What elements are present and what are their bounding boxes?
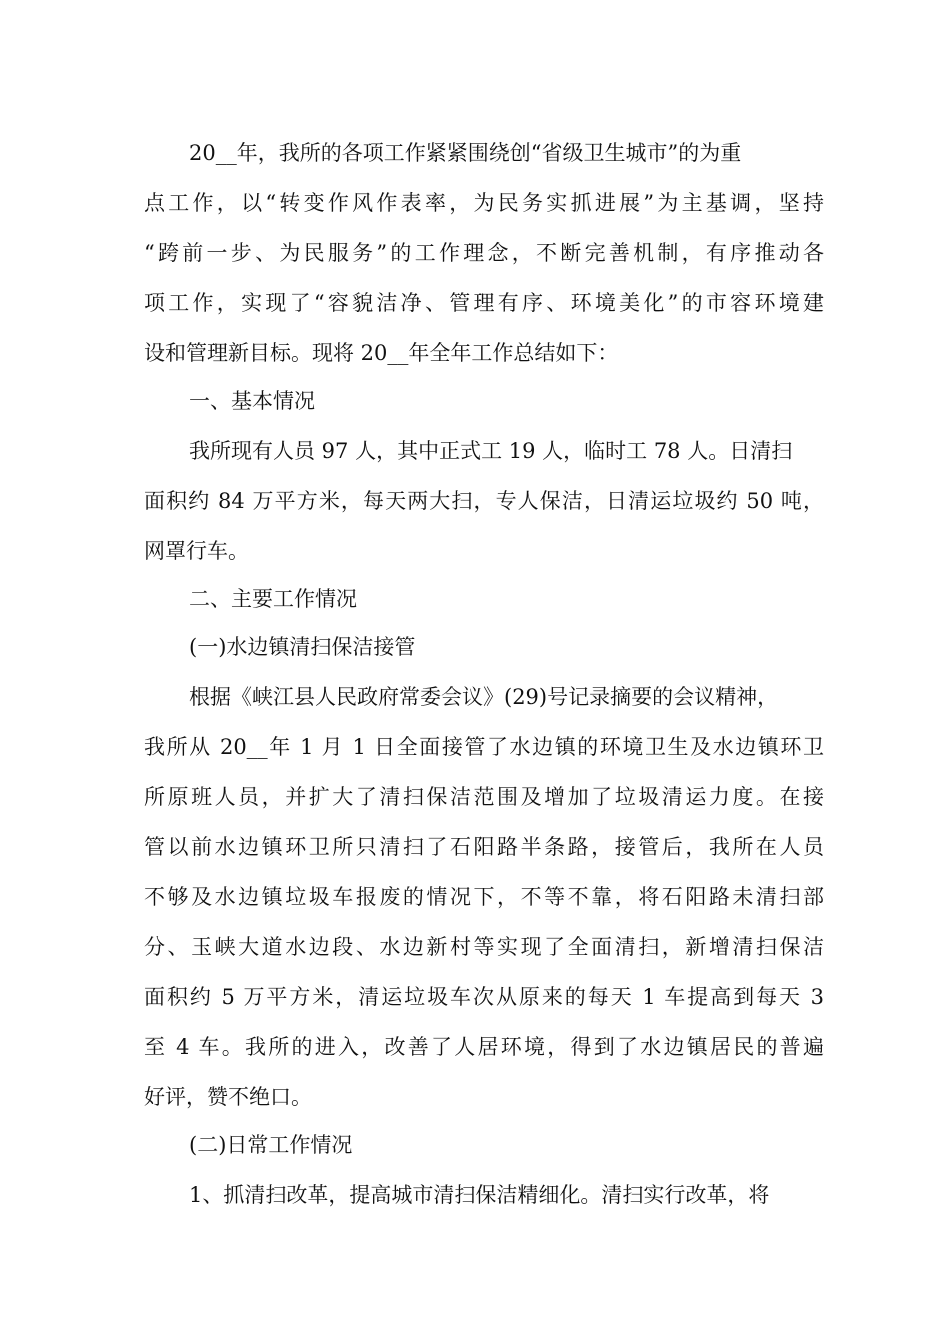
subsection-heading-1: (一)水边镇清扫保洁接管 (189, 635, 416, 659)
paragraph-basic-line-3: 网罩行车。 (144, 539, 249, 563)
paragraph-intro-line-3: “跨前一步、为民服务”的工作理念，不断完善机制，有序推动各 (144, 241, 824, 265)
paragraph-takeover-line-6: 分、玉峡大道水边段、水边新村等实现了全面清扫，新增清扫保洁 (144, 935, 824, 959)
paragraph-takeover-line-2: 我所从 20__年 1 月 1 日全面接管了水边镇的环境卫生及水边镇环卫 (144, 735, 824, 759)
subsection-heading-2: (二)日常工作情况 (189, 1133, 353, 1157)
paragraph-takeover-line-8: 至 4 车。我所的进入，改善了人居环境，得到了水边镇居民的普遍 (144, 1035, 824, 1059)
section-heading-main-work: 二、主要工作情况 (189, 587, 357, 611)
paragraph-takeover-line-4: 管以前水边镇环卫所只清扫了石阳路半条路，接管后，我所在人员 (144, 835, 824, 859)
paragraph-takeover-line-5: 不够及水边镇垃圾车报废的情况下，不等不靠，将石阳路未清扫部 (144, 885, 824, 909)
paragraph-basic-line-1: 我所现有人员 97 人，其中正式工 19 人，临时工 78 人。日清扫 (189, 439, 793, 463)
paragraph-takeover-line-3: 所原班人员，并扩大了清扫保洁范围及增加了垃圾清运力度。在接 (144, 785, 824, 809)
paragraph-intro-line-1: 20__年，我所的各项工作紧紧围绕创“省级卫生城市”的为重 (189, 141, 742, 165)
paragraph-intro-line-5: 设和管理新目标。现将 20__年全年工作总结如下： (144, 341, 619, 365)
section-heading-basic: 一、基本情况 (189, 389, 315, 413)
paragraph-daily-line-1: 1、抓清扫改革，提高城市清扫保洁精细化。清扫实行改革，将 (189, 1183, 770, 1207)
paragraph-intro-line-2: 点工作，以“转变作风作表率，为民务实抓进展”为主基调，坚持 (144, 191, 824, 215)
paragraph-takeover-line-7: 面积约 5 万平方米，清运垃圾车次从原来的每天 1 车提高到每天 3 (144, 985, 824, 1009)
paragraph-takeover-line-1: 根据《峡江县人民政府常委会议》(29)号记录摘要的会议精神， (189, 685, 779, 709)
paragraph-takeover-line-9: 好评，赞不绝口。 (144, 1085, 312, 1109)
paragraph-intro-line-4: 项工作，实现了“容貌洁净、管理有序、环境美化”的市容环境建 (144, 291, 824, 315)
paragraph-basic-line-2: 面积约 84 万平方米，每天两大扫，专人保洁，日清运垃圾约 50 吨， (144, 489, 824, 513)
